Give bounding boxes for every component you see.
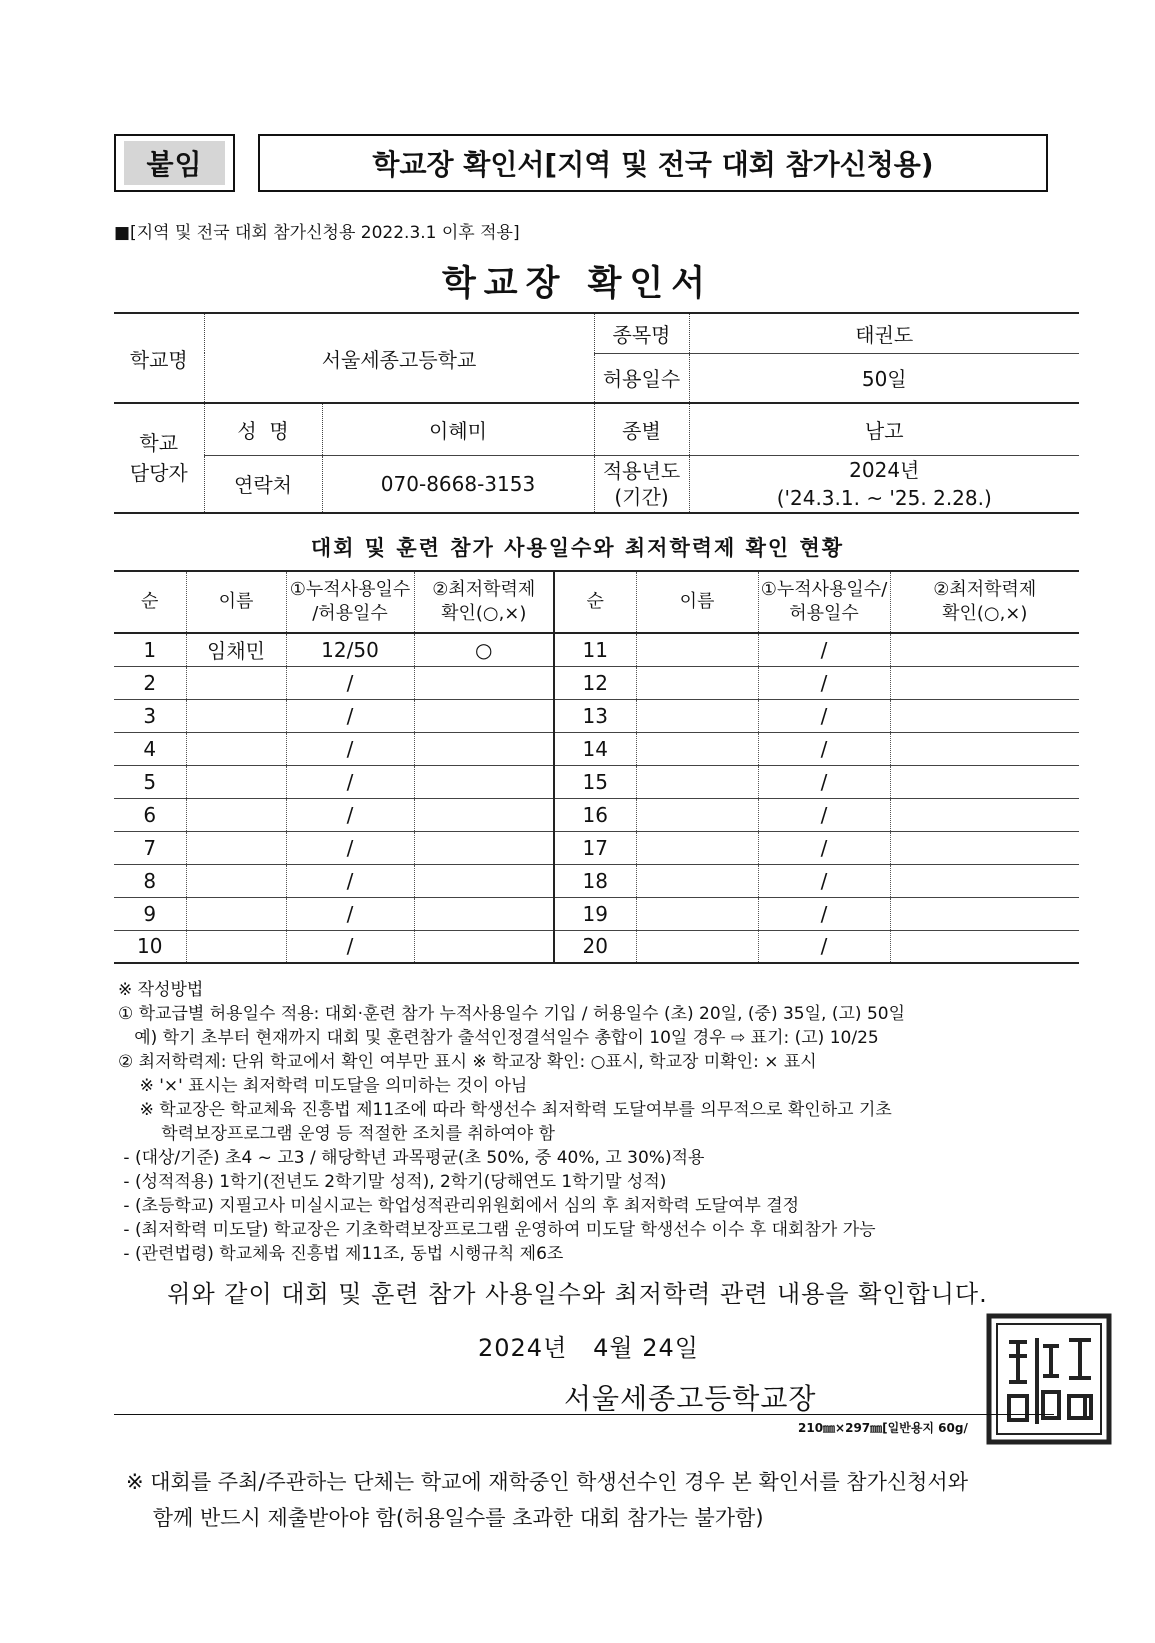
- name-cell-2: [636, 633, 758, 666]
- table-row: [114, 897, 1079, 930]
- days-cell-2: /: [758, 633, 890, 666]
- instruction-line: ※ '×' 표시는 최저학력 미도달을 의미하는 것이 아님: [118, 1076, 528, 1096]
- contact-label: 연락처: [204, 455, 322, 513]
- instruction-line: - (최저학력 미도달) 학교장은 기초학력보장프로그램 운영하여 미도달 학생선수 이수 후 대회참가 가능: [118, 1220, 876, 1240]
- check-cell: [414, 765, 554, 798]
- manager-label: 학교 담당자: [114, 403, 204, 513]
- name-cell: [186, 864, 286, 897]
- paper-spec: 210㎜×297㎜[일반용지 60g/: [798, 1421, 968, 1435]
- days-cell-2: /: [758, 930, 890, 963]
- seq-cell-2: 19: [554, 897, 636, 930]
- seq-cell-2: 12: [554, 666, 636, 699]
- col-name-header-2: 이름: [636, 571, 758, 633]
- name-cell: [186, 699, 286, 732]
- seq-cell-2: 11: [554, 633, 636, 666]
- name-cell-2: [636, 831, 758, 864]
- check-cell-2: [890, 831, 1079, 864]
- check-cell-2: [890, 798, 1079, 831]
- check-cell: [414, 732, 554, 765]
- check-cell-2: [890, 699, 1079, 732]
- days-cell: 12/50: [286, 633, 414, 666]
- days-cell: /: [286, 930, 414, 963]
- instruction-line: 학력보장프로그램 운영 등 적절한 조치를 취하여야 함: [118, 1124, 555, 1144]
- name-cell-2: [636, 798, 758, 831]
- name-cell-2: [636, 666, 758, 699]
- col-days-header: ①누적사용일수 /허용일수: [286, 571, 414, 633]
- check-cell: [414, 699, 554, 732]
- col-seq-header-2: 순: [554, 571, 636, 633]
- footer-note: ※ 대회를 주최/주관하는 단체는 학교에 재학중인 학생선수인 경우 본 확인서를 참가신청서와 함께 반드시 제출받아야 함(허용일수를 초과한 대회 참가는 불가함): [126, 1470, 969, 1530]
- days-cell-2: /: [758, 864, 890, 897]
- attachment-tag: [114, 134, 235, 192]
- days-cell-2: /: [758, 831, 890, 864]
- name-cell: [186, 732, 286, 765]
- check-cell-2: [890, 930, 1079, 963]
- days-cell: /: [286, 798, 414, 831]
- event-value: 태권도: [689, 313, 1079, 353]
- instruction-line: 예) 학기 초부터 현재까지 대회 및 훈련참가 출석인정결석일수 총합이 10일 경우 ⇨ 표기: (고) 10/25: [118, 1028, 879, 1048]
- col-name-header: 이름: [186, 571, 286, 633]
- name-cell: [186, 897, 286, 930]
- official-seal-icon: [985, 1312, 1113, 1446]
- name-cell: [186, 666, 286, 699]
- table-row: [114, 633, 1079, 666]
- table-row: [114, 732, 1079, 765]
- seq-cell-2: 17: [554, 831, 636, 864]
- document-box-title: 학교장 확인서[지역 및 전국 대회 참가신청용): [258, 134, 1048, 192]
- col-days-header-2: ①누적사용일수/ 허용일수: [758, 571, 890, 633]
- seq-cell-2: 16: [554, 798, 636, 831]
- seq-cell-2: 15: [554, 765, 636, 798]
- name-cell: 임채민: [186, 633, 286, 666]
- col-seq-header: 순: [114, 571, 186, 633]
- table-row: [114, 831, 1079, 864]
- table-row: [114, 699, 1079, 732]
- allowed-days-value: 50일: [689, 353, 1079, 403]
- days-cell-2: /: [758, 897, 890, 930]
- check-cell: [414, 798, 554, 831]
- seq-cell: 2: [114, 666, 186, 699]
- check-cell-2: [890, 633, 1079, 666]
- name-cell: [186, 798, 286, 831]
- table-row: [114, 666, 1079, 699]
- writing-instructions: [118, 978, 1088, 1266]
- event-label: 종목명: [594, 313, 689, 353]
- seq-cell: 7: [114, 831, 186, 864]
- bottom-divider: [114, 1414, 1054, 1415]
- year-label: 적용년도 (기간): [594, 455, 689, 513]
- table-row: [114, 798, 1079, 831]
- allowed-days-label: 허용일수: [594, 353, 689, 403]
- days-cell-2: /: [758, 666, 890, 699]
- seq-cell-2: 13: [554, 699, 636, 732]
- name-cell: [186, 765, 286, 798]
- col-check-header: ②최저학력제 확인(○,×): [414, 571, 554, 633]
- manager-name-label: 성 명: [204, 403, 322, 455]
- check-cell-2: [890, 666, 1079, 699]
- applicability-note: ■[지역 및 전국 대회 참가신청용 2022.3.1 이후 적용]: [114, 223, 520, 243]
- days-cell: /: [286, 732, 414, 765]
- seq-cell: 10: [114, 930, 186, 963]
- name-cell-2: [636, 699, 758, 732]
- seq-cell: 9: [114, 897, 186, 930]
- days-cell-2: /: [758, 765, 890, 798]
- days-cell: /: [286, 831, 414, 864]
- days-cell-2: /: [758, 699, 890, 732]
- days-cell: /: [286, 897, 414, 930]
- days-cell: /: [286, 699, 414, 732]
- days-cell-2: /: [758, 732, 890, 765]
- check-cell: [414, 864, 554, 897]
- school-name-value: 서울세종고등학교: [204, 313, 594, 403]
- instruction-line: - (관련법령) 학교체육 진흥법 제11조, 동법 시행규칙 제6조: [118, 1244, 564, 1264]
- confirmation-statement: 위와 같이 대회 및 훈련 참가 사용일수와 최저학력 관련 내용을 확인합니다.: [167, 1280, 988, 1308]
- check-cell: [414, 831, 554, 864]
- seq-cell: 4: [114, 732, 186, 765]
- issue-date: 2024년 4월 24일: [478, 1334, 699, 1362]
- year-value: 2024년 ('24.3.1. ~ '25. 2.28.): [689, 455, 1079, 513]
- page-title: 학교장 확인서: [441, 264, 714, 304]
- seq-cell: 8: [114, 864, 186, 897]
- name-cell-2: [636, 897, 758, 930]
- instruction-line: - (대상/기준) 초4 ~ 고3 / 해당학년 과목평균(초 50%, 중 40%, 고 30%)적용: [118, 1148, 705, 1168]
- check-cell: [414, 897, 554, 930]
- seq-cell-2: 20: [554, 930, 636, 963]
- table-row: [114, 765, 1079, 798]
- seq-cell-2: 18: [554, 864, 636, 897]
- school-name-label: 학교명: [114, 313, 204, 403]
- check-cell: [414, 666, 554, 699]
- school-info-table: [114, 312, 1079, 514]
- instruction-line: ① 학교급별 허용일수 적용: 대회·훈련 참가 누적사용일수 기입 / 허용일수 (초) 20일, (중) 35일, (고) 50일: [118, 1004, 906, 1024]
- instruction-line: - (성적적용) 1학기(전년도 2학기말 성적), 2학기(당해연도 1학기말 성적): [118, 1172, 667, 1192]
- type-value: 남고: [689, 403, 1079, 455]
- days-cell: /: [286, 864, 414, 897]
- instruction-line: - (초등학교) 지필고사 미실시교는 학업성적관리위원회에서 심의 후 최저학력 도달여부 결정: [118, 1196, 800, 1216]
- seq-cell: 6: [114, 798, 186, 831]
- seq-cell: 1: [114, 633, 186, 666]
- name-cell-2: [636, 864, 758, 897]
- name-cell-2: [636, 765, 758, 798]
- name-cell-2: [636, 930, 758, 963]
- check-cell: [414, 930, 554, 963]
- check-cell-2: [890, 897, 1079, 930]
- instruction-line: ※ 작성방법: [118, 980, 204, 1000]
- days-cell: /: [286, 765, 414, 798]
- seq-cell: 3: [114, 699, 186, 732]
- name-cell-2: [636, 732, 758, 765]
- check-cell-2: [890, 732, 1079, 765]
- type-label: 종별: [594, 403, 689, 455]
- instruction-line: ② 최저학력제: 단위 학교에서 확인 여부만 표시 ※ 학교장 확인: ○표시, 학교장 미확인: × 표시: [118, 1052, 817, 1072]
- check-cell: ○: [414, 633, 554, 666]
- days-cell: /: [286, 666, 414, 699]
- principal-signature: 서울세종고등학교장: [564, 1382, 817, 1415]
- section-title: 대회 및 훈련 참가 사용일수와 최저학력제 확인 현황: [310, 536, 845, 560]
- days-cell-2: /: [758, 798, 890, 831]
- name-cell: [186, 831, 286, 864]
- check-cell-2: [890, 765, 1079, 798]
- name-cell: [186, 930, 286, 963]
- attachment-tag-label: 붙임: [124, 141, 225, 185]
- contact-value: 070-8668-3153: [322, 455, 594, 513]
- seq-cell-2: 14: [554, 732, 636, 765]
- col-check-header-2: ②최저학력제 확인(○,×): [890, 571, 1079, 633]
- table-row: [114, 864, 1079, 897]
- participation-table: [114, 570, 1079, 964]
- table-row: [114, 930, 1079, 963]
- check-cell-2: [890, 864, 1079, 897]
- manager-name-value: 이혜미: [322, 403, 594, 455]
- seq-cell: 5: [114, 765, 186, 798]
- instruction-line: ※ 학교장은 학교체육 진흥법 제11조에 따라 학생선수 최저학력 도달여부를 의무적으로 확인하고 기초: [118, 1100, 892, 1120]
